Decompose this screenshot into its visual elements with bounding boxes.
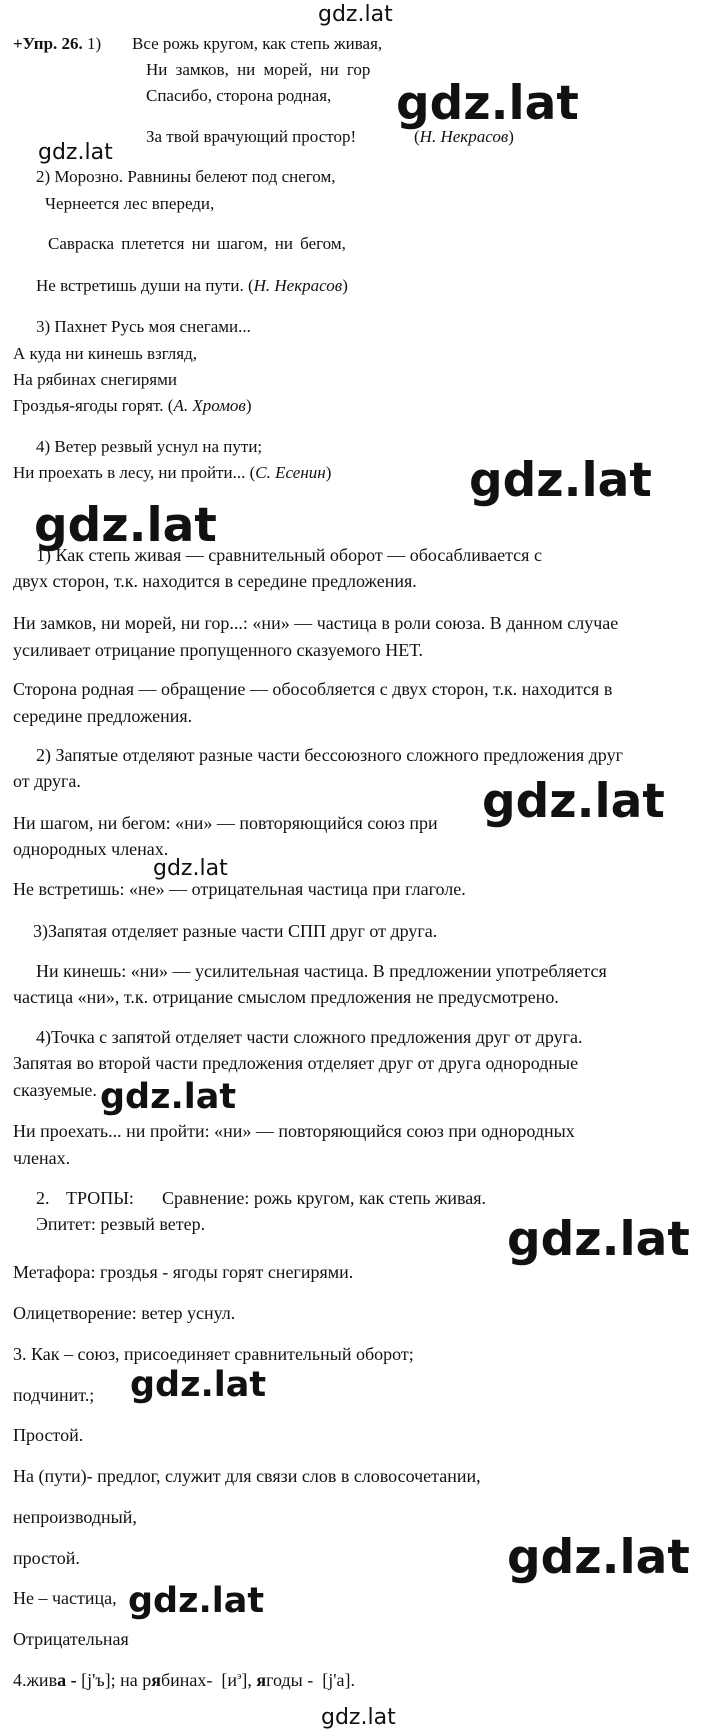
poem1-line1: Все рожь кругом, как степь живая, (132, 34, 383, 53)
poem2-line4-wrap: Не встретишь души на пути. (Н. Некрасов) (36, 276, 348, 295)
phonetics-word2-transcription: [и (221, 1670, 238, 1690)
poem2-line4: Не встретишь души на пути. (36, 276, 244, 295)
phonetics-word2-close: ], (241, 1670, 252, 1690)
analysis-p8-line2: частица «ни», т.к. отрицание смыслом предложения не предусмотрено. (13, 987, 559, 1007)
morph-line2: подчинит.; (13, 1385, 95, 1405)
analysis-p3-line2: середине предложения. (13, 706, 193, 726)
poem1-line2: Ни замков, ни морей, ни гор (146, 60, 371, 79)
analysis-p7: 3)Запятая отделяет разные части СПП друг от друга. (33, 921, 438, 941)
watermark-text: gdz.lat (469, 453, 652, 508)
phonetics-word2-vowel: я (151, 1670, 161, 1690)
analysis-p8-line1: Ни кинешь: «ни» — усилительная частица. В предложении употребляется (36, 961, 607, 981)
morph-line4: На (пути)- предлог, служит для связи слов в словосочетании, (13, 1466, 481, 1486)
poem3-line4-wrap: Гроздья-ягоды горят. (А. Хромов) (13, 396, 252, 415)
analysis-p10-line2: членах. (13, 1148, 71, 1168)
analysis-p5-line2: однородных членах. (13, 839, 169, 859)
poem2-author: Н. Некрасов (253, 276, 343, 295)
tropes-number: 2. (36, 1188, 50, 1208)
phonetics-word3-vowel: я (256, 1670, 267, 1690)
poem1-line4: За твой врачующий простор! (146, 127, 357, 146)
watermark-text: gdz.lat (396, 76, 579, 131)
morph-line5: непроизводный, (13, 1507, 137, 1527)
poem1-author-name: Н. Некрасов (419, 127, 509, 146)
phonetics-word1-transcription: [j'ъ]; на р (76, 1670, 152, 1690)
phonetics-word1-vowel: а (57, 1670, 67, 1690)
watermark-text: gdz.lat (128, 1581, 265, 1621)
poem4-author: С. Есенин (255, 463, 326, 482)
analysis-p4-line2: от друга. (13, 771, 81, 791)
tropes-metaphor: Метафора: гроздья - ягоды горят снегирями. (13, 1262, 354, 1282)
analysis-p9-line3: сказуемые. (13, 1080, 97, 1100)
poem3-line2: А куда ни кинешь взгляд, (13, 344, 198, 363)
analysis-p1-line2: двух сторон, т.к. находится в середине предложения. (13, 571, 417, 591)
poem1-line3: Спасибо, сторона родная, (146, 86, 332, 105)
analysis-p6: Не встретишь: «не» — отрицательная частица при глаголе. (13, 879, 466, 899)
poem3-line3: На рябинах снегирями (13, 370, 177, 389)
morph-line7: Не – частица, (13, 1588, 117, 1608)
morph-line8: Отрицательная (13, 1629, 129, 1649)
analysis-p9-line2: Запятая во второй части предложения отделяет друг от друга однородные (13, 1053, 579, 1073)
poem2-line3: Савраска плетется ни шагом, ни бегом, (48, 234, 346, 253)
poem4-line1: 4) Ветер резвый уснул на пути; (36, 437, 263, 456)
phonetics-word3-transcription: [j'a]. (322, 1670, 356, 1690)
analysis-p4-line1: 2) Запятые отделяют разные части бессоюзного сложного предложения друг (36, 745, 623, 765)
watermark-text: gdz.lat (482, 774, 665, 829)
watermark-text: gdz.lat (100, 1077, 237, 1117)
phonetics-word1-dash: - (66, 1670, 77, 1690)
exercise-header (13, 35, 101, 52)
poem3-line1: 3) Пахнет Русь моя снегами... (36, 317, 251, 336)
tropes-comparison: Сравнение: рожь кругом, как степь живая. (162, 1188, 487, 1208)
poem3-line4: Гроздья-ягоды горят. (13, 396, 164, 415)
phonetics-word3-rest: годы - (266, 1670, 314, 1690)
poem2-line2: Чернеется лес впереди, (45, 194, 215, 213)
analysis-p10-line1: Ни проехать... ни пройти: «ни» — повторяющийся союз при однородных (13, 1121, 575, 1141)
poem4-line2-wrap: Ни проехать в лесу, ни пройти... (С. Есенин) (13, 463, 332, 482)
analysis-p5-line1: Ни шагом, ни бегом: «ни» — повторяющийся союз при (13, 813, 438, 833)
analysis-p1-line1: 1) Как степь живая — сравнительный оборот — обосабливается с (36, 545, 542, 565)
watermark-text: gdz.lat (507, 1212, 690, 1267)
poem1-author: (Н. Некрасов) (414, 127, 514, 146)
watermark-text: gdz.lat (130, 1365, 267, 1405)
exercise-label: +Упр. 26. (13, 34, 83, 53)
analysis-p2-line2: усиливает отрицание пропущенного сказуемого НЕТ. (13, 640, 423, 660)
watermark-text: gdz.lat (318, 2, 393, 27)
watermark-text: gdz.lat (34, 498, 217, 553)
analysis-p9-line1: 4)Точка с запятой отделяет части сложного предложения друг от друга. (36, 1027, 583, 1047)
watermark-text: gdz.lat (321, 1705, 396, 1730)
phonetics-word1-start: 4.жив (13, 1670, 58, 1690)
tropes-heading: ТРОПЫ: (66, 1188, 134, 1208)
watermark-text: gdz.lat (153, 856, 228, 881)
poem4-line2: Ни проехать в лесу, ни пройти... (13, 463, 246, 482)
watermark-text: gdz.lat (38, 140, 113, 165)
phonetics-line (13, 1671, 355, 1689)
watermark-text: gdz.lat (507, 1530, 690, 1585)
phonetics-word2-rest: бинах- (161, 1670, 213, 1690)
tropes-epithet: Эпитет: резвый ветер. (36, 1214, 206, 1234)
poem3-author: А. Хромов (173, 396, 246, 415)
morph-line1: 3. Как – союз, присоединяет сравнительный оборот; (13, 1344, 414, 1364)
poem2-line1: 2) Морозно. Равнины белеют под снегом, (36, 167, 336, 186)
morph-line6: простой. (13, 1548, 80, 1568)
analysis-p3-line1: Сторона родная — обращение — обособляется с двух сторон, т.к. находится в (13, 679, 613, 699)
morph-line3: Простой. (13, 1425, 84, 1445)
tropes-personification: Олицетворение: ветер уснул. (13, 1303, 236, 1323)
analysis-p2-line1: Ни замков, ни морей, ни гор...: «ни» — частица в роли союза. В данном случае (13, 613, 619, 633)
item-number: 1) (87, 34, 102, 53)
phonetics-word2-superscript: э (237, 1671, 242, 1682)
